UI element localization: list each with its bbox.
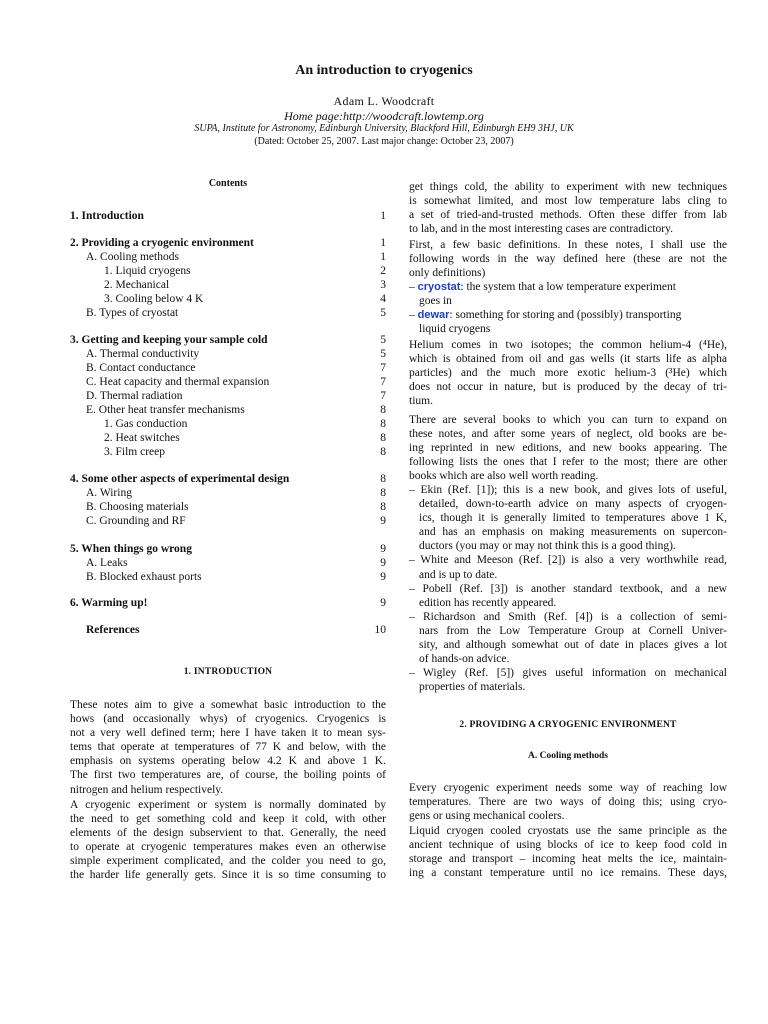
toc-heading: Contents [208, 178, 248, 189]
definition-line [409, 308, 727, 322]
toc-label: 2. Heat switches [104, 432, 180, 444]
text-line: these notes, and after some years of neglect, old books are be- [409, 428, 727, 441]
toc-entry[interactable] [70, 556, 386, 570]
toc-page: 9 [380, 543, 386, 555]
text-line: the harder life generally gets. Since it is so time consuming to [70, 869, 386, 882]
toc-label: A. Thermal conductivity [86, 348, 200, 360]
definition-text: : the system that a low temperature experiment [460, 281, 676, 293]
text-line: liquid cryogens [419, 323, 491, 336]
text-line: only definitions) [409, 267, 486, 280]
text-line: Helium comes in two isotopes; the common helium-4 (⁴He), [409, 339, 727, 351]
toc-entry[interactable] [70, 361, 386, 375]
toc-label: 1. Introduction [70, 210, 144, 222]
toc-label: B. Blocked exhaust ports [86, 571, 202, 583]
paper-title: An introduction to cryogenics [295, 63, 473, 78]
toc-entry[interactable] [70, 403, 386, 417]
list-item: – Ekin (Ref. [1]); this is a new book, and gives lots of useful, [409, 484, 727, 496]
text-line: to operate at cryogenic temperatures makes even an otherwise [70, 841, 386, 854]
text-line: temperatures. There are two ways of doing this; using cryo- [409, 796, 727, 809]
toc-entry[interactable] [70, 306, 386, 320]
list-item: – Richardson and Smith (Ref. [4]) is a collection of semi- [409, 610, 727, 623]
toc-entry[interactable] [70, 570, 386, 584]
text-line: properties of materials. [419, 681, 526, 694]
toc-label: 5. When things go wrong [70, 543, 192, 555]
toc-label: B. Types of cryostat [86, 307, 179, 319]
toc-page: 1 [380, 237, 386, 249]
toc-entry[interactable] [70, 417, 386, 431]
text-line: storage and transport – incoming heat melts the ice, maintain- [409, 853, 727, 866]
text-line: goes in [419, 295, 452, 308]
section-heading-introduction: 1. INTRODUCTION [183, 667, 273, 677]
toc-entry[interactable] [70, 514, 386, 528]
toc-label: 3. Film creep [104, 446, 165, 458]
toc-page: 3 [380, 279, 386, 291]
toc-page: 9 [380, 571, 386, 583]
toc-label: 1. Liquid cryogens [104, 265, 191, 277]
toc-page: 9 [380, 557, 386, 569]
toc-entry[interactable] [70, 347, 386, 361]
definition-line [409, 280, 727, 294]
definition-dewar [409, 308, 727, 336]
toc-label: B. Choosing materials [86, 501, 189, 513]
toc-entry[interactable] [70, 236, 386, 250]
list-item: – Wigley (Ref. [5]) gives useful information on mechanical [409, 667, 727, 680]
toc-page: 8 [380, 418, 386, 430]
toc-page: 7 [380, 390, 386, 402]
toc-label: A. Wiring [86, 487, 132, 499]
text-line: detailed, down-to-earth advice on many aspects of cryogen- [419, 498, 727, 511]
toc-entry[interactable] [70, 596, 386, 610]
text-line: gens or using mechanical coolers. [409, 810, 565, 823]
paragraph-continued [409, 180, 727, 236]
author-name: Adam L. Woodcraft [333, 94, 435, 108]
text-line: hows (and occasionally whys) of cryogenics. Cryogenics is [70, 713, 386, 726]
text-line: is somewhat limited, and most low temperature labs cling to [409, 195, 727, 208]
subsection-heading-cooling-methods: A. Cooling methods [528, 751, 608, 761]
text-line: the need to get something cold and keep it cold, with other [70, 813, 386, 826]
author-homepage[interactable]: Home page:http://woodcraft.lowtemp.org [284, 109, 484, 123]
text-line: following lists the ones that I refer to the most; there are other [409, 456, 727, 469]
paragraph-liquid-cryogen [409, 824, 727, 880]
toc-page: 8 [380, 446, 386, 458]
text-line: tems that operate at temperatures of 77 K and below, with the [70, 741, 386, 754]
text-line: ing a constant temperature until no ice remains. These days, [409, 867, 727, 880]
toc-label: 6. Warming up! [70, 597, 148, 609]
text-line: First, a few basic definitions. In these notes, I shall use the [409, 239, 727, 251]
toc-label: E. Other heat transfer mechanisms [86, 404, 245, 416]
term-cryostat: cryostat [417, 281, 461, 293]
toc-label: 2. Providing a cryogenic environment [70, 237, 254, 249]
text-line: of hands-on advice. [419, 653, 510, 666]
toc-entry[interactable] [70, 500, 386, 514]
text-line: does not occur in nature, but is produced by the decay of tri- [409, 381, 727, 394]
definition-text: : something for storing and (possibly) transporting [449, 309, 682, 321]
section-heading-cryogenic-environment: 2. PROVIDING A CRYOGENIC ENVIRONMENT [459, 720, 677, 730]
toc-entry[interactable] [70, 278, 386, 292]
toc-page: 5 [380, 334, 386, 346]
text-line: books which are also well worth reading. [409, 470, 599, 483]
text-line: nars from the Low Temperature Group at Cornell Univer- [419, 624, 727, 637]
text-line: particles) and the much more exotic helium-3 (³He) which [409, 367, 727, 380]
toc-page: 1 [380, 210, 386, 222]
toc-label: 3. Cooling below 4 K [104, 293, 204, 305]
list-item: – White and Meeson (Ref. [2]) is also a very worthwhile read, [409, 554, 727, 567]
text-line: sity, and although somewhat out of date in places gives a lot [419, 639, 727, 652]
toc-label: 3. Getting and keeping your sample cold [70, 334, 268, 346]
text-line: emphasis on systems operating below 4.2 K and above 1 K. [70, 755, 386, 768]
text-line: ductors (you may or may not think this is a good thing). [419, 540, 676, 553]
author-affiliation: SUPA, Institute for Astronomy, Edinburgh University, Blackford Hill, Edinburgh EH9 3HJ, UK [194, 123, 574, 134]
text-line: which is obtained from oil and gas wells (it starts life as alpha [409, 353, 727, 366]
toc-page: 8 [380, 487, 386, 499]
text-line: ics, though it is generally limited to temperatures above 1 K, [419, 512, 727, 525]
text-line: nitrogen and helium respectively. [70, 783, 224, 796]
text-line: ing reprinted in new editions, and new books appearing. The [409, 442, 727, 455]
toc-label: A. Cooling methods [86, 251, 179, 263]
text-line: The first two temperatures are, of course, the boiling points of [70, 769, 386, 782]
toc-page: 1 [380, 251, 386, 263]
reference-list [409, 483, 727, 694]
text-line: following words in the way defined here (these are not the [409, 253, 727, 266]
toc-page: 4 [380, 293, 386, 305]
toc-page: 8 [380, 404, 386, 416]
toc-page: 2 [380, 265, 386, 277]
toc-entry[interactable] [70, 375, 386, 389]
toc-label: 4. Some other aspects of experimental design [70, 473, 290, 485]
paragraph-books [409, 413, 727, 483]
toc-entry[interactable] [70, 333, 386, 347]
paragraph-cryogenic-experiment [70, 798, 386, 883]
list-dash: – [409, 309, 415, 321]
text-line: edition has recently appeared. [419, 596, 557, 609]
toc-entry[interactable] [70, 445, 386, 459]
toc-page: 8 [380, 501, 386, 513]
toc-entry[interactable] [70, 209, 386, 223]
paragraph-definitions [409, 238, 727, 280]
toc-entry[interactable] [70, 623, 386, 637]
text-line: and is up to date. [419, 568, 498, 581]
toc-entry[interactable] [70, 250, 386, 264]
term-dewar: dewar [417, 309, 450, 321]
text-line: and has an emphasis on making measurements on supercon- [419, 526, 727, 539]
text-line: simple experiment complicated, and the colder you need to go, [70, 855, 386, 868]
toc-page: 8 [380, 473, 386, 485]
toc-label: References [86, 624, 140, 636]
text-line: Every cryogenic experiment needs some way of reaching low [409, 782, 727, 794]
toc-page: 9 [380, 597, 386, 609]
toc-page: 5 [380, 348, 386, 360]
toc-entry[interactable] [70, 472, 386, 486]
text-line: Liquid cryogen cooled cryostats use the same principle as the [409, 825, 727, 837]
list-dash: – [409, 281, 415, 293]
toc-page: 9 [380, 515, 386, 527]
paragraph-helium-isotopes [409, 338, 727, 408]
text-line: a set of tried-and-trusted methods. Often these differ from lab [409, 209, 727, 222]
toc-entry[interactable] [70, 292, 386, 306]
date-line: (Dated: October 25, 2007. Last major change: October 23, 2007) [254, 136, 514, 147]
toc-entry[interactable] [70, 431, 386, 445]
text-line: get things cold, the ability to experiment with new techniques [409, 181, 727, 193]
toc-label: 2. Mechanical [104, 279, 170, 291]
toc-page: 8 [380, 432, 386, 444]
text-line: These notes aim to give a somewhat basic introduction to the [70, 699, 386, 711]
toc-label: A. Leaks [86, 557, 128, 569]
toc-label: D. Thermal radiation [86, 390, 183, 402]
paragraph-cooling-ways [409, 781, 727, 823]
toc-page: 5 [380, 307, 386, 319]
toc-label: B. Contact conductance [86, 362, 196, 374]
toc-entry[interactable] [70, 486, 386, 500]
text-line: tium. [409, 395, 433, 408]
text-line: not a very well defined term; here I have taken it to mean sys- [70, 727, 386, 740]
toc-label: 1. Gas conduction [104, 418, 188, 430]
toc-entry[interactable] [70, 542, 386, 556]
toc-page: 10 [374, 624, 386, 636]
toc-label: C. Grounding and RF [86, 515, 186, 527]
paragraph-introduction [70, 698, 386, 797]
toc-page: 7 [380, 376, 386, 388]
list-item: – Pobell (Ref. [3]) is another standard textbook, and a new [409, 582, 727, 595]
toc-page: 7 [380, 362, 386, 374]
toc-label: C. Heat capacity and thermal expansion [86, 376, 270, 388]
text-line: elements of the design subservient to that. Generally, the need [70, 827, 386, 840]
text-line: ancient technique of using blocks of ice to keep food cold in [409, 839, 727, 852]
text-line: A cryogenic experiment or system is normally dominated by [70, 799, 386, 811]
toc-entry[interactable] [70, 264, 386, 278]
toc-entry[interactable] [70, 389, 386, 403]
definition-cryostat [409, 280, 727, 308]
text-line: to lab, and in the most interesting cases are contradictory. [409, 223, 673, 236]
text-line: There are several books to which you can turn to expand on [409, 414, 727, 426]
